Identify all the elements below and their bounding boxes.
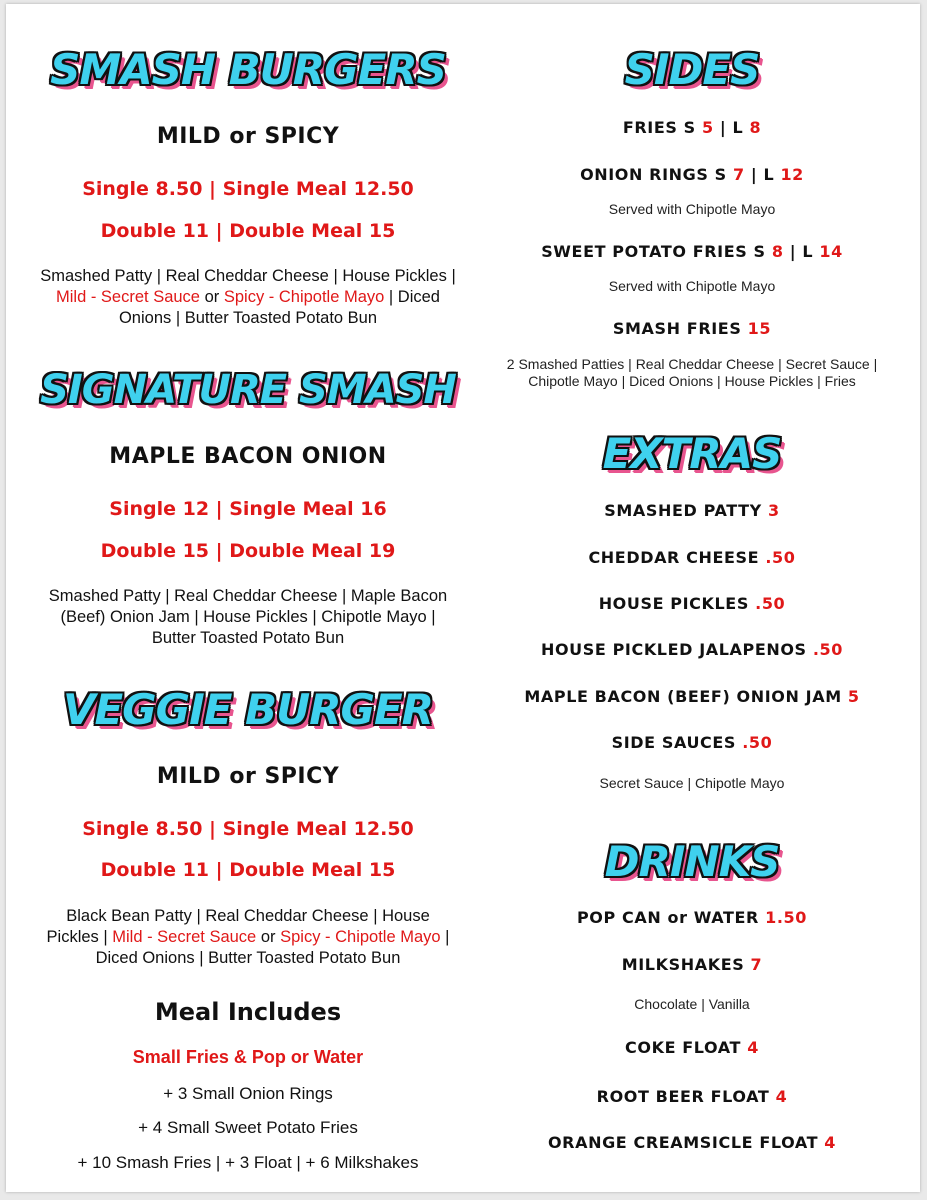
smash-price-double: Double 11 | Double Meal 15 [100, 220, 396, 242]
smash-burgers-title: SMASH BURGERS [50, 45, 446, 94]
menu-item-smash-fries: SMASH FRIES 15 [612, 319, 772, 338]
veggie-burger-title: VEGGIE BURGER [62, 685, 434, 734]
sides-title: SIDES [624, 45, 760, 94]
extra-item: CHEDDAR CHEESE .50 [588, 548, 796, 567]
veggie-description: Black Bean Patty | Real Cheddar Cheese | House Pickles | Mild - Secret Sauce or Spicy - Chipotle Mayo | Diced Onions | Butter Toasted Potato Bun [46, 907, 450, 967]
menu-item-fries: FRIES S 5 | L 8 [622, 118, 762, 137]
menu-item-sweet-potato-fries: SWEET POTATO FRIES S 8 | L 14 [541, 242, 843, 261]
spicy-option: Spicy - Chipotle Mayo [280, 928, 441, 946]
veggie-subtitle: MILD or SPICY [156, 764, 340, 789]
signature-subtitle: MAPLE BACON ONION [109, 444, 387, 469]
mild-option: Mild - Secret Sauce [56, 288, 200, 306]
menu-page [6, 4, 920, 1192]
meal-base: Small Fries & Pop or Water [132, 1047, 364, 1067]
extras-title: EXTRAS [602, 429, 782, 478]
side-sauces-note: Secret Sauce | Chipotle Mayo [599, 775, 785, 791]
meal-upgrade-other: + 10 Smash Fries | + 3 Float | + 6 Milkshakes [77, 1153, 419, 1172]
veggie-price-single: Single 8.50 | Single Meal 12.50 [82, 818, 414, 840]
mild-option: Mild - Secret Sauce [112, 928, 257, 946]
drink-item: MILKSHAKES 7 [621, 955, 763, 974]
onion-rings-note: Served with Chipotle Mayo [608, 201, 776, 217]
extra-item: SMASHED PATTY 3 [604, 501, 780, 520]
smash-description: Smashed Patty | Real Cheddar Cheese | House Pickles | Mild - Secret Sauce or Spicy - Chipotle Mayo | Diced Onions | Butter Toasted Potato Bun [40, 267, 456, 327]
drink-item: ROOT BEER FLOAT 4 [596, 1087, 788, 1106]
signature-description: Smashed Patty | Real Cheddar Cheese | Maple Bacon (Beef) Onion Jam | House Pickles | Chipotle Mayo | Butter Toasted Potato Bun [48, 587, 448, 647]
meal-upgrade-sweet: + 4 Small Sweet Potato Fries [138, 1118, 358, 1137]
smash-subtitle: MILD or SPICY [156, 124, 340, 149]
drink-item: COKE FLOAT 4 [625, 1038, 759, 1057]
drinks-title: DRINKS [604, 837, 780, 886]
meal-upgrade-onion: + 3 Small Onion Rings [163, 1084, 333, 1103]
smash-fries-note: 2 Smashed Patties | Real Cheddar Cheese | Secret Sauce | Chipotle Mayo | Diced Onions | House Pickles | Fries [506, 356, 878, 389]
menu-item-onion-rings: ONION RINGS S 7 | L 12 [580, 165, 804, 184]
milkshake-flavours: Chocolate | Vanilla [634, 996, 750, 1012]
meal-includes-heading: Meal Includes [154, 998, 342, 1026]
smash-price-single: Single 8.50 | Single Meal 12.50 [82, 178, 414, 200]
veggie-price-double: Double 11 | Double Meal 15 [100, 859, 396, 881]
spicy-option: Spicy - Chipotle Mayo [223, 288, 385, 306]
extra-item: HOUSE PICKLES .50 [598, 594, 786, 613]
sweet-potato-note: Served with Chipotle Mayo [608, 278, 776, 294]
drink-item: POP CAN or WATER 1.50 [576, 908, 808, 927]
extra-item: HOUSE PICKLED JALAPENOS .50 [540, 640, 844, 659]
extra-item: SIDE SAUCES .50 [611, 733, 773, 752]
signature-price-double: Double 15 | Double Meal 19 [100, 540, 396, 562]
drink-item: ORANGE CREAMSICLE FLOAT 4 [547, 1133, 837, 1152]
extra-item: MAPLE BACON (BEEF) ONION JAM 5 [524, 687, 860, 706]
signature-price-single: Single 12 | Single Meal 16 [109, 498, 387, 520]
signature-smash-title: SIGNATURE SMASH [40, 367, 456, 413]
